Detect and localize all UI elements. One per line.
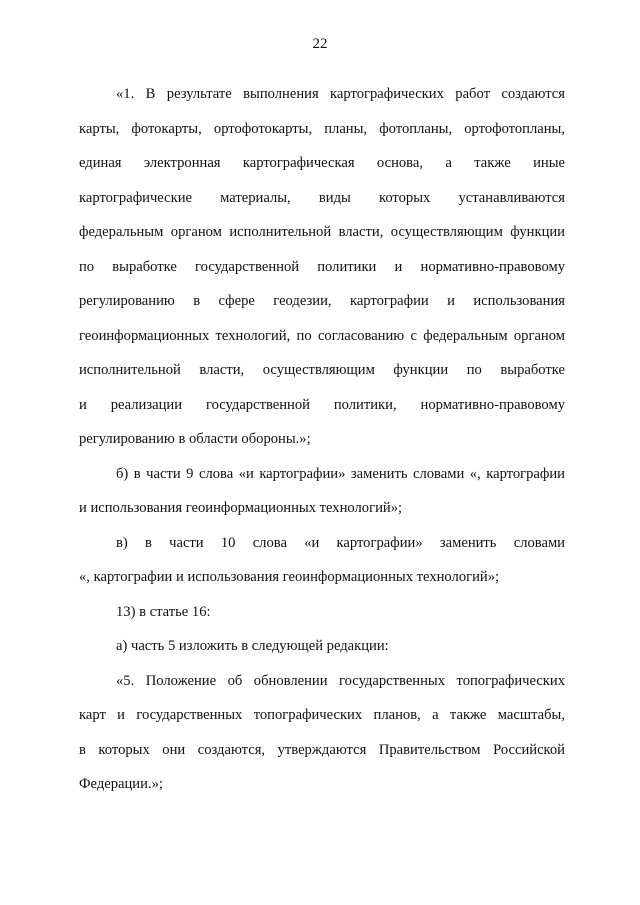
text-line: «, картографии и использования геоинформационных технологий»;	[79, 569, 500, 585]
paragraph-item-13	[79, 595, 565, 630]
text-line: геоинформационных технологий, по согласованию с федеральным органом	[79, 327, 565, 344]
text-line: регулированию в области обороны.»;	[79, 431, 311, 447]
paragraph-item-b	[79, 457, 565, 526]
paragraph-item-a	[79, 629, 565, 664]
text-line: «1. В результате выполнения картографических работ создаются	[116, 86, 565, 102]
text-line: «5. Положение об обновлении государственных топографических	[116, 672, 565, 689]
text-line: карты, фотокарты, ортофотокарты, планы, фотопланы, ортофотопланы,	[79, 120, 565, 137]
text-line: карт и государственных топографических планов, а также масштабы,	[79, 707, 565, 723]
paragraph-item-1	[79, 77, 565, 457]
text-line: исполнительной власти, осуществляющим функции по выработке	[79, 362, 565, 378]
page-number: 22	[312, 36, 328, 52]
paragraph-item-v	[79, 526, 565, 595]
text-line: регулированию в сфере геодезии, картографии и использования	[79, 293, 565, 309]
text-line: в) в части 10 слова «и картографии» заменить словами	[116, 534, 565, 551]
text-line: 13) в статье 16:	[116, 603, 211, 620]
paragraph-item-5	[79, 664, 565, 802]
document-body	[79, 77, 565, 802]
text-line: по выработке государственной политики и нормативно-правовому	[79, 258, 565, 275]
text-line: Федерации.»;	[79, 776, 163, 792]
text-line: и реализации государственной политики, нормативно-правовому	[79, 396, 565, 413]
text-line: в которых они создаются, утверждаются Правительством Российской	[79, 741, 565, 758]
text-line: а) часть 5 изложить в следующей редакции:	[116, 638, 389, 654]
text-line: б) в части 9 слова «и картографии» заменить словами «, картографии	[116, 465, 565, 482]
text-line: единая электронная картографическая основа, а также иные	[79, 155, 565, 171]
text-line: картографические материалы, виды которых устанавливаются	[79, 189, 565, 206]
text-line: федеральным органом исполнительной власти, осуществляющим функции	[79, 224, 565, 240]
text-line: и использования геоинформационных технологий»;	[79, 500, 403, 516]
